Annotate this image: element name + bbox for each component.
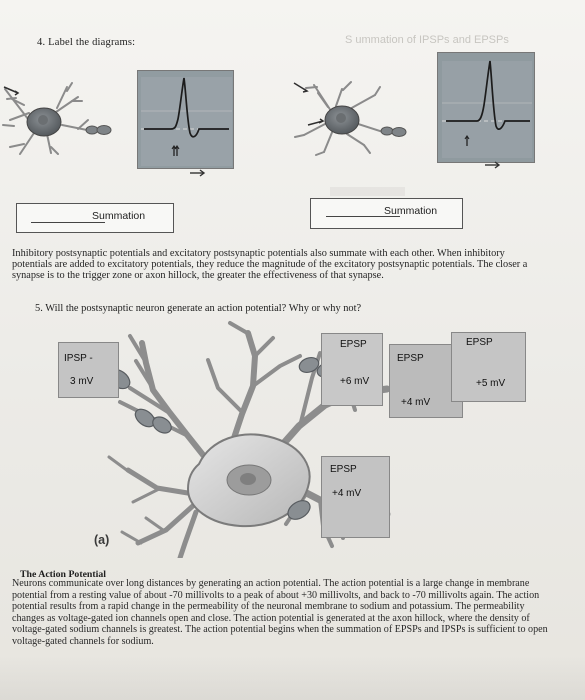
epsp-box-3-value: +5 mV [476,378,506,389]
action-potential-heading: The Action Potential [20,569,106,580]
faded-header-text: S ummation of IPSPs and EPSPs [345,34,509,46]
summary-label-right: Summation [384,205,438,217]
epsp-box-1-value: +6 mV [340,376,370,387]
page-bottom-shadow [0,656,585,700]
potential-graph-left [137,70,234,169]
graph-icon [438,53,535,163]
neuron-diagram-right [290,77,408,157]
faded-background-mark [330,187,405,196]
ipsp-box-value: 3 mV [70,376,94,387]
question-4-label: 4. Label the diagrams: [37,37,136,48]
question-5-text: 5. Will the postsynaptic neuron generate an action potential? Why or why not? [35,303,362,314]
epsp-box-1-title: EPSP [340,339,367,350]
epsp-box-3-title: EPSP [466,337,493,348]
summary-label-left: Summation [92,210,146,222]
arrow-icon [189,168,207,178]
epsp-box-4-title: EPSP [330,464,357,475]
answer-blank-line [31,222,105,223]
ipsp-box-title: IPSP - [64,353,93,364]
ipsp-box [58,342,119,398]
epsp-box-4 [321,456,390,538]
panel-label: (a) [94,533,110,547]
arrow-icon [484,160,502,170]
graph-icon [138,71,234,169]
action-potential-text: Neurons communicate over long distances by generating an action potential. The action potential is a large change in membrane potential from a resting value of about -70 millivolts to a peak of about +30 millivolts, and back to -70 millivolts again. The action potential results from a rapid change in the permeability of the neuronal membrane to sodium and potassium. The permeability changes as voltage-gated ion channels open and close. The action potential is generated at the axon hillock, where the density of voltage-gated sodium channels is greatest. The action potential begins when the summation of EPSPs and IPSPs is sufficient to open voltage-gated channels for sodium. [12,578,548,647]
epsp-box-1 [321,333,383,406]
potential-graph-right [437,52,535,163]
epsp-box-4-value: +4 mV [332,488,362,499]
summary-answer-box-left [16,203,174,233]
neuron-diagram-left [0,81,118,161]
summation-explanation-paragraph: Inhibitory postsynaptic potentials and excitatory postsynaptic potentials also summate with each other. When inhibitory potentials are added to excitatory potentials, they reduce the magnitude of the excitatory postsynaptic potentials. The closer a synapse is to the trigger zone or axon hillock, the greater the effectiveness of that synapse. [12,248,528,281]
epsp-box-2-title: EPSP [397,353,424,364]
epsp-box-3 [451,332,526,402]
neuron-summation-figure [50,318,550,558]
summary-answer-box-right [310,198,463,229]
epsp-box-2-value: +4 mV [401,397,431,408]
